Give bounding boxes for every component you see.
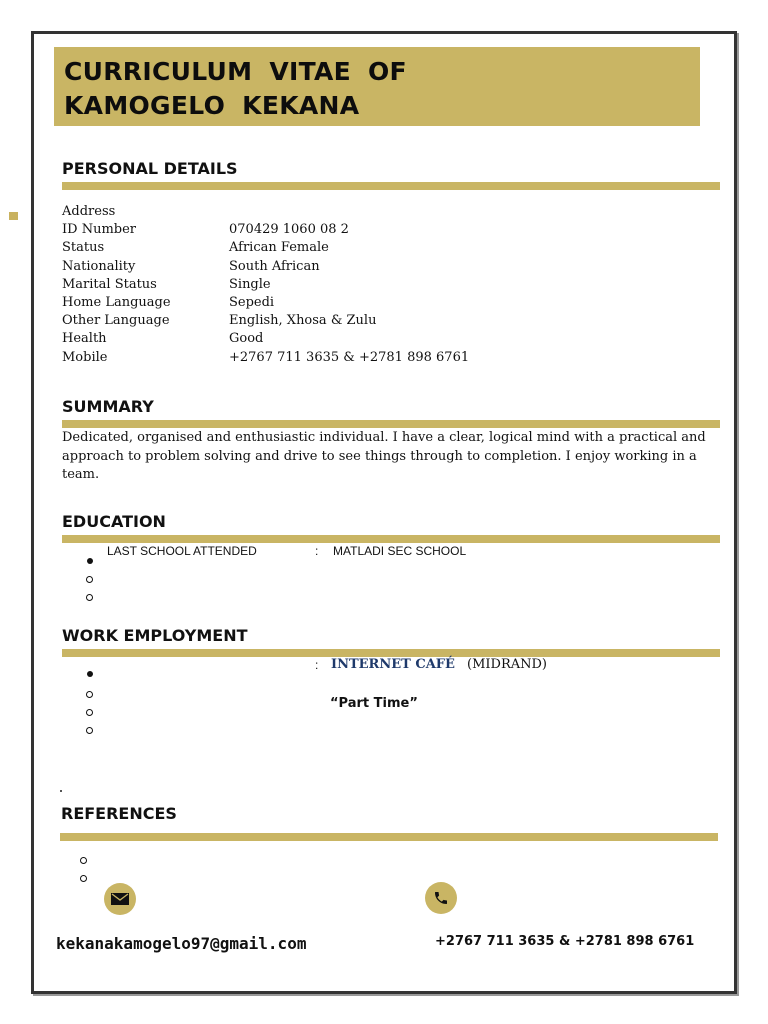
summary-rule — [62, 420, 720, 428]
detail-row — [62, 276, 562, 294]
references-heading: REFERENCES — [61, 804, 177, 823]
work-employer: INTERNET CAFÉ — [331, 657, 455, 672]
detail-label: Other Language — [62, 313, 170, 329]
education-school: MATLADI SEC SCHOOL — [333, 544, 467, 558]
personal-details-list — [62, 203, 562, 367]
detail-row — [62, 258, 562, 276]
sub-bullet-icon — [80, 850, 87, 869]
references-rule — [60, 833, 718, 841]
sub-bullet-icon — [86, 720, 93, 739]
title-line-2: KAMOGELO KEKANA — [64, 91, 360, 120]
margin-marker — [9, 212, 18, 220]
contact-email[interactable]: kekanakamogelo97@gmail.com — [56, 934, 307, 953]
page-title — [64, 55, 407, 123]
detail-label: Nationality — [62, 258, 136, 274]
phone-icon — [425, 882, 457, 914]
detail-row — [62, 239, 562, 257]
detail-row — [62, 203, 562, 221]
title-line-1: CURRICULUM VITAE OF — [64, 57, 407, 86]
detail-row — [62, 312, 562, 330]
detail-value: 070429 1060 08 2 — [229, 222, 349, 238]
personal-details-heading: PERSONAL DETAILS — [62, 159, 238, 178]
detail-label: Marital Status — [62, 276, 157, 292]
detail-label: Health — [62, 331, 107, 347]
contact-phone: +2767 711 3635 & +2781 898 6761 — [435, 934, 695, 949]
sub-bullet-icon — [86, 569, 93, 588]
detail-value: Sepedi — [229, 294, 275, 310]
detail-label: Home Language — [62, 294, 171, 310]
detail-label: Status — [62, 240, 105, 256]
sub-bullet-icon — [86, 684, 93, 703]
personal-details-rule — [62, 182, 720, 190]
detail-value: African Female — [229, 240, 329, 256]
summary-heading: SUMMARY — [62, 397, 154, 416]
detail-value: +2767 711 3635 & +2781 898 6761 — [229, 349, 470, 365]
bullet-icon — [87, 663, 93, 682]
summary-text: Dedicated, organised and enthusiastic individual. I have a clear, logical mind with a practical and approach to problem solving and drive to see things through to completion. I enjoy working in a team. — [62, 430, 706, 482]
stray-mark — [60, 790, 62, 792]
detail-value: Single — [229, 276, 271, 292]
detail-label: Mobile — [62, 349, 108, 365]
work-heading: WORK EMPLOYMENT — [62, 626, 248, 645]
detail-value: South African — [229, 258, 320, 274]
education-separator: : — [315, 544, 319, 558]
education-rule — [62, 535, 720, 543]
detail-row — [62, 349, 562, 367]
work-type: “Part Time” — [330, 696, 418, 711]
detail-row — [62, 294, 562, 312]
sub-bullet-icon — [80, 868, 87, 887]
detail-row — [62, 330, 562, 348]
education-label: LAST SCHOOL ATTENDED — [107, 544, 257, 558]
work-separator: : — [315, 658, 319, 672]
detail-row — [62, 221, 562, 239]
detail-label: Address — [62, 204, 116, 219]
detail-value: English, Xhosa & Zulu — [229, 313, 377, 329]
work-location: (MIDRAND) — [467, 657, 547, 672]
bullet-icon — [87, 550, 93, 569]
sub-bullet-icon — [86, 702, 93, 721]
detail-value: Good — [229, 331, 264, 347]
work-rule — [62, 649, 720, 657]
education-heading: EDUCATION — [62, 512, 166, 531]
envelope-icon — [104, 883, 136, 915]
sub-bullet-icon — [86, 587, 93, 606]
detail-label: ID Number — [62, 222, 136, 238]
